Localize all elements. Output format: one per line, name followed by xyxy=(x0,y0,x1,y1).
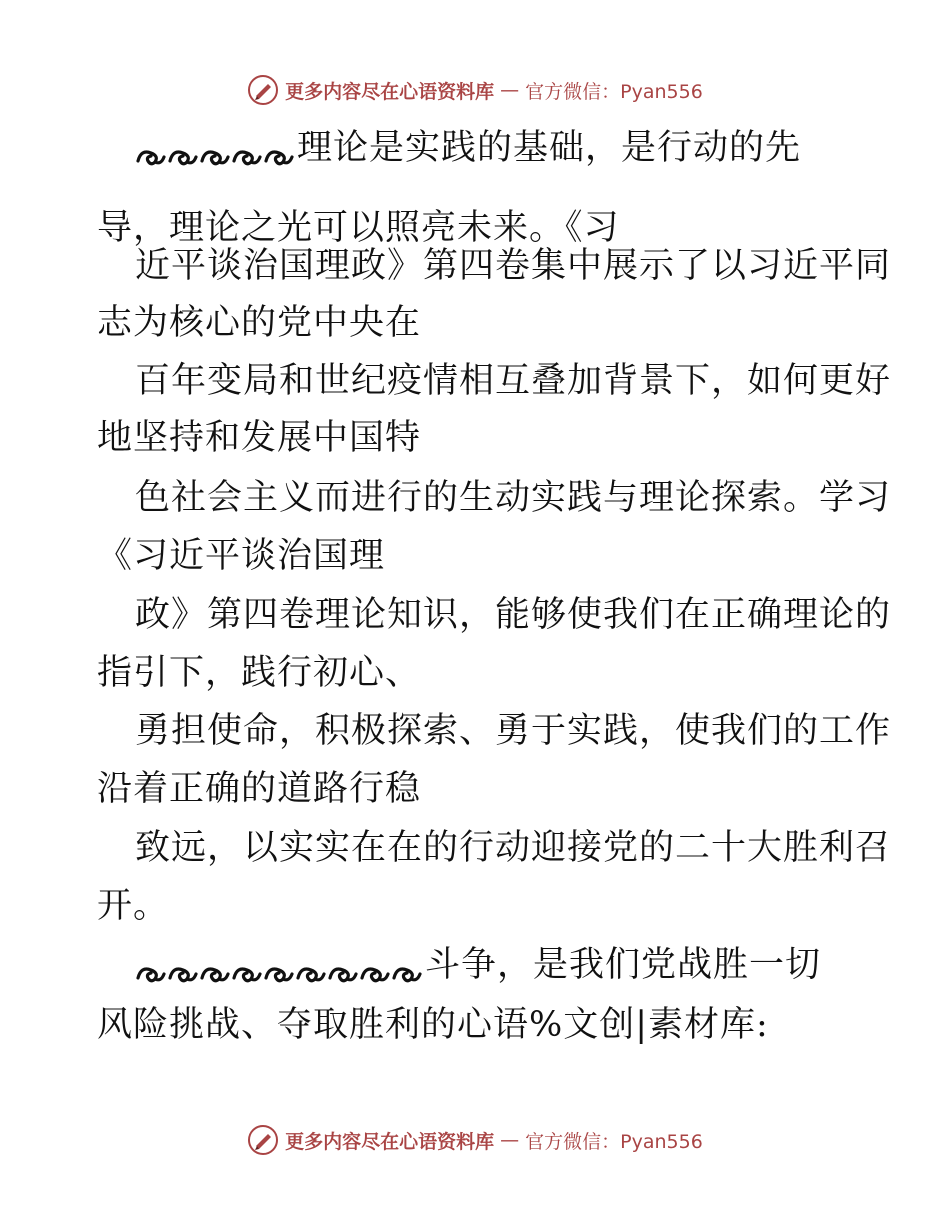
footer-banner-text: 更多内容尽在心语资料库 xyxy=(285,1130,495,1153)
flourish-icon xyxy=(199,960,230,986)
footer-banner-dash: — xyxy=(500,1129,520,1151)
paragraph-line-7: 色社会主义而进行的生动实践与理论探索。学习 xyxy=(135,478,892,518)
paragraph-line-1 xyxy=(135,128,801,168)
flourish-icon xyxy=(391,960,422,986)
paragraph-line-16: 风险挑战、夺取胜利的心语%文创|素材库: xyxy=(97,1005,769,1045)
paragraph-line-13: 致远，以实实在在的行动迎接党的二十大胜利召 xyxy=(135,828,892,868)
flourish-icon xyxy=(199,143,230,169)
paragraph-line-8: 《习近平谈治国理 xyxy=(97,536,386,576)
flourish-icon xyxy=(167,143,198,169)
paragraph-line-2: 导，理论之光可以照亮未来。《习 xyxy=(97,208,620,248)
flourish-icon xyxy=(295,960,326,986)
paragraph-line-14: 开。 xyxy=(97,886,170,926)
flourish-icon xyxy=(231,960,262,986)
header-banner-dash: — xyxy=(500,79,520,101)
flourish-icon xyxy=(359,960,390,986)
flourish-icon xyxy=(263,143,294,169)
header-banner-text: 更多内容尽在心语资料库 xyxy=(285,80,495,103)
paragraph-line-10: 指引下，践行初心、 xyxy=(97,653,422,693)
paragraph-line-5: 百年变局和世纪疫情相互叠加背景下，如何更好 xyxy=(135,361,892,401)
paragraph-line-12: 沿着正确的道路行稳 xyxy=(97,769,422,809)
flourish-icon xyxy=(135,143,166,169)
ornament-group xyxy=(135,952,423,982)
footer-wechat-text: 官方微信：Pyan556 xyxy=(525,1130,703,1153)
ornament-group xyxy=(135,135,295,165)
paragraph-line-9: 政》第四卷理论知识，能够使我们在正确理论的 xyxy=(135,595,892,635)
header-wechat-text: 官方微信：Pyan556 xyxy=(525,80,703,103)
flourish-icon xyxy=(263,960,294,986)
flourish-icon xyxy=(327,960,358,986)
paragraph-line-3: 近平谈治国理政》第四卷集中展示了以习近平同 xyxy=(135,246,892,286)
paragraph-line-15 xyxy=(135,945,821,985)
header-banner xyxy=(0,70,950,110)
flourish-icon xyxy=(167,960,198,986)
flourish-icon xyxy=(135,960,166,986)
pen-logo-icon xyxy=(247,74,279,106)
paragraph-text: 斗争，是我们党战胜一切 xyxy=(425,945,822,985)
paragraph-line-11: 勇担使命，积极探索、勇于实践，使我们的工作 xyxy=(135,711,892,751)
pen-logo-icon xyxy=(247,1124,279,1156)
footer-banner xyxy=(0,1120,950,1160)
paragraph-line-6: 地坚持和发展中国特 xyxy=(97,418,422,458)
paragraph-text: 理论是实践的基础，是行动的先 xyxy=(297,128,802,168)
paragraph-line-4: 志为核心的党中央在 xyxy=(97,303,422,343)
flourish-icon xyxy=(231,143,262,169)
